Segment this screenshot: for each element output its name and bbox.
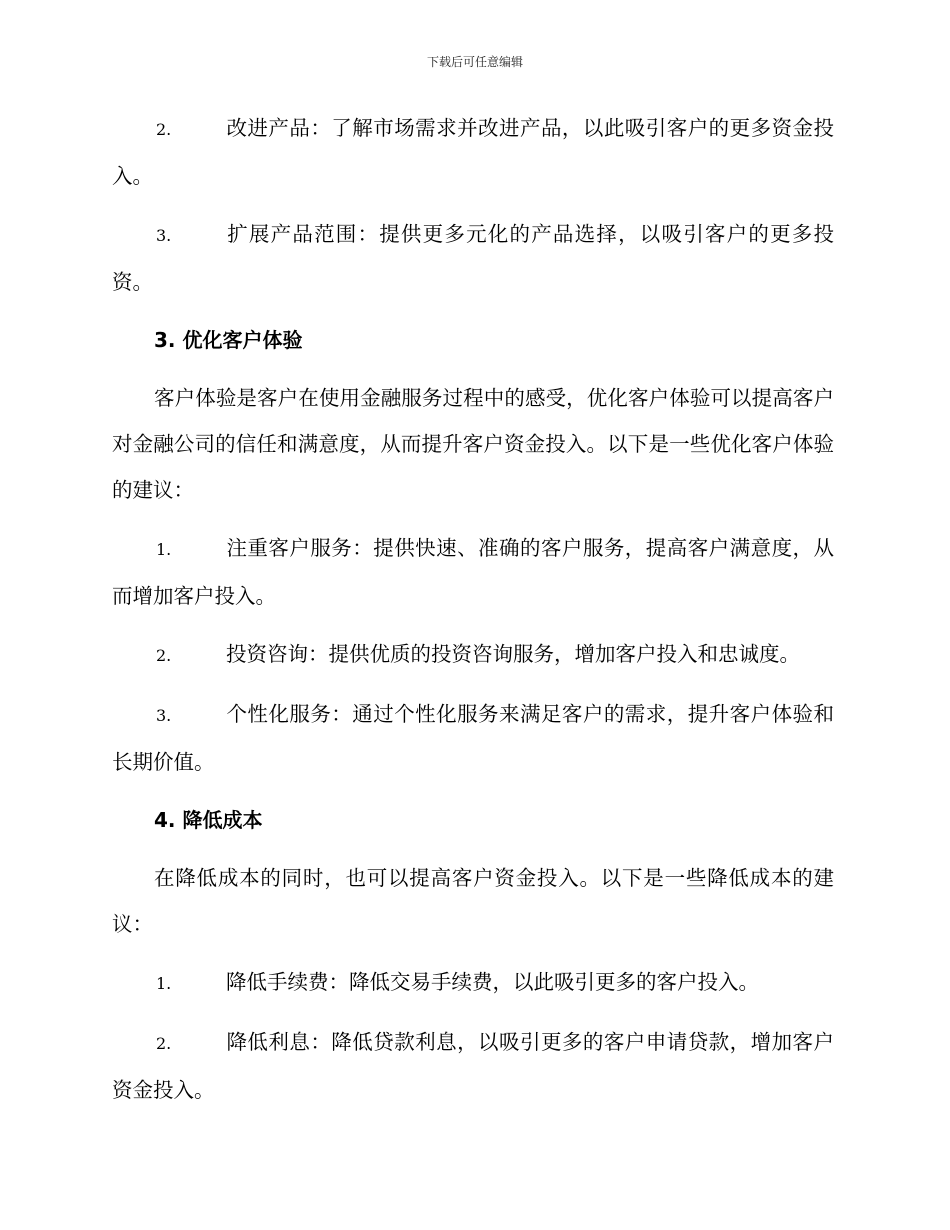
list-text: 个性化服务：通过个性化服务来满足客户的需求，提升客户体验和长期价值。 [112,702,834,774]
list-text: 注重客户服务：提供快速、准确的客户服务，提高客户满意度，从而增加客户投入。 [112,536,834,608]
list-item [112,631,834,679]
list-number: 2. [156,1034,172,1053]
list-item [112,211,834,305]
document-body [112,105,834,1125]
list-item [112,959,834,1007]
page-header: 下载后可任意编辑 [426,55,523,69]
section-heading-4: 4. 降低成本 [154,808,263,832]
list-number: 3. [156,706,172,725]
list-text: 投资咨询：提供优质的投资咨询服务，增加客户投入和忠诚度。 [226,642,800,666]
list-item [112,1019,834,1113]
list-item [112,105,834,199]
list-number: 2. [156,646,172,665]
list-item [112,525,834,619]
section-heading-3: 3. 优化客户体验 [154,328,303,352]
list-number: 3. [156,226,172,245]
list-text: 降低手续费：降低交易手续费，以此吸引更多的客户投入。 [226,970,759,994]
list-item [112,691,834,785]
paragraph: 客户体验是客户在使用金融服务过程中的感受，优化客户体验可以提高客户对金融公司的信任和满意度，从而提升客户资金投入。以下是一些优化客户体验的建议： [112,386,834,502]
list-text: 扩展产品范围：提供更多元化的产品选择，以吸引客户的更多投资。 [112,222,834,294]
list-number: 2. [156,120,172,139]
list-number: 1. [156,974,172,993]
list-text: 降低利息：降低贷款利息，以吸引更多的客户申请贷款，增加客户资金投入。 [112,1030,834,1102]
list-text: 改进产品：了解市场需求并改进产品，以此吸引客户的更多资金投入。 [112,116,834,188]
list-number: 1. [156,540,172,559]
paragraph: 在降低成本的同时，也可以提高客户资金投入。以下是一些降低成本的建议： [112,866,834,936]
